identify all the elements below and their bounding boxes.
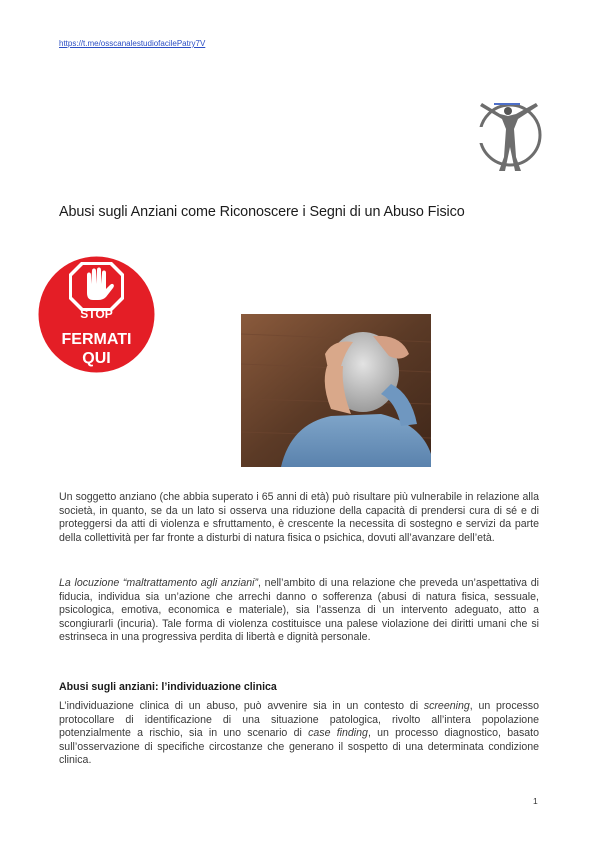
definition-text: , nell’ambito di una relazione che preveda un’aspettativa di fiducia, individua sia un’azione che arrechi danno o sofferenza (abusi di natura fisica, sessuale, psicologica, emotiva, economica e materiale), sia l’assenza di un intervento adeguato, atto a scongiurarli (incuria). Tale forma di violenza costituisce una palese violazione dei diritti umani che si estrinseca in una progressiva perdita di libertà e dignità personale. xyxy=(59,577,539,644)
stop-sign-line1: FERMATI xyxy=(61,331,132,348)
vitruvian-logo-icon xyxy=(472,97,542,173)
paragraph-definition xyxy=(59,577,539,645)
stop-sign-icon xyxy=(38,256,155,373)
clinical-text-a: L’individuazione clinica di un abuso, può avvenire sia in un contesto di xyxy=(59,700,424,712)
telegram-link[interactable]: https://t.me/osscanalestudiofacilePatry7V xyxy=(59,39,206,48)
document-title: Abusi sugli Anziani come Riconoscere i Segni di un Abuso Fisico xyxy=(59,204,465,220)
clinical-case-finding: case finding xyxy=(308,727,368,740)
section-heading: Abusi sugli anziani: l’individuazione clinica xyxy=(59,681,277,693)
paragraph-clinical xyxy=(59,700,539,768)
definition-italic: La locuzione “maltrattamento agli anziani” xyxy=(59,577,259,589)
stop-sign-top-text: STOP xyxy=(80,307,113,321)
clinical-text-e: , un processo diagnostico, basato sull’osservazione di specifiche circostanze che generano il sospetto di una determinata condizione clinica. xyxy=(59,727,540,767)
stop-sign-line2: QUI xyxy=(82,350,111,367)
paragraph-intro: Un soggetto anziano (che abbia superato i 65 anni di età) può risultare più vulnerabile in relazione alla società, in quanto, se da un lato si osserva una riduzione della capacità di prendersi cura di sé e di proteggersi da atti di violenza e sfruttamento, è crescente la necessita di sostegno e servizi da parte della collettività per far fronte a disturbi di natura fisica o psichica, dovuti all’avanzare dell’età. xyxy=(59,491,539,544)
elderly-man-photo xyxy=(241,314,431,467)
clinical-text-c: , un processo protocollare di identificazione di una situazione patologica, rivolto all’intera popolazione potenzialmente a rischio, sia in uno scenario di xyxy=(59,700,539,740)
page-number: 1 xyxy=(533,796,538,806)
clinical-screening: screening xyxy=(423,700,470,712)
